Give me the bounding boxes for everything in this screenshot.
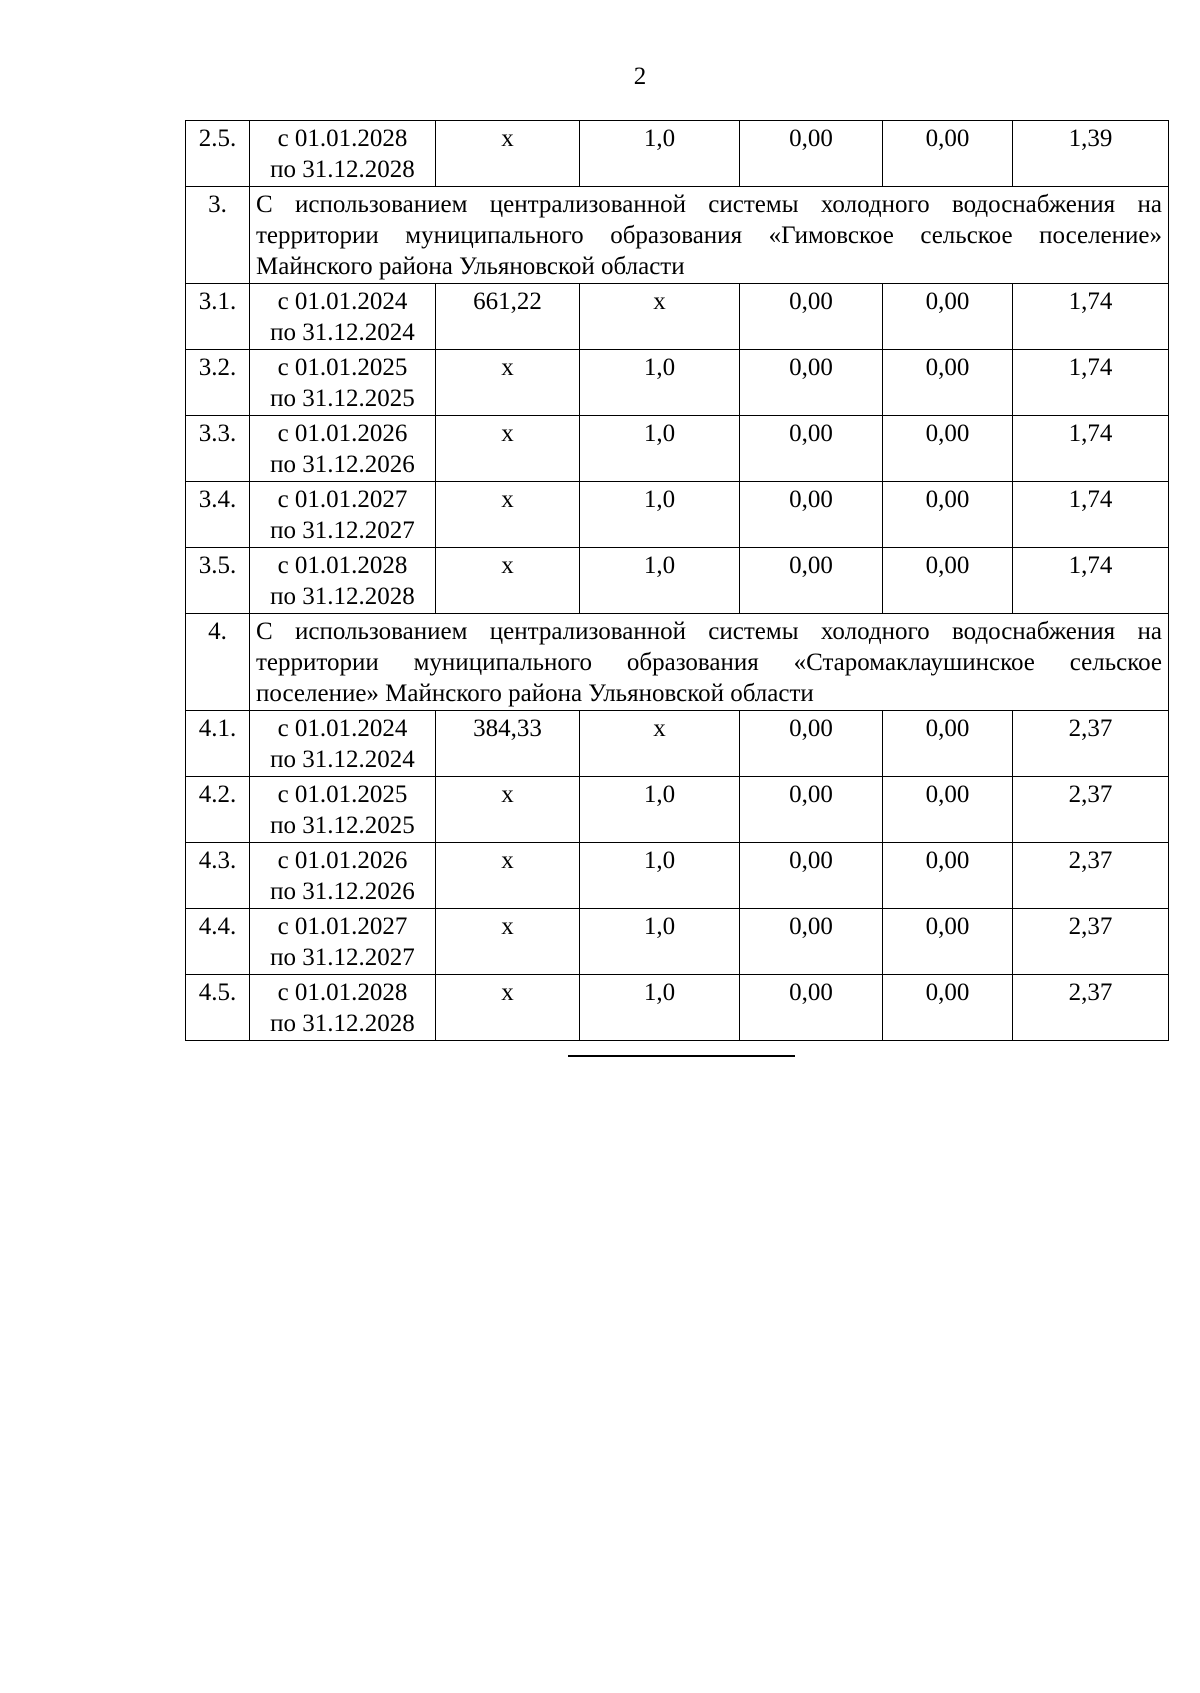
- table-row: [186, 548, 1169, 614]
- period-start: с 01.01.2025: [277, 354, 408, 381]
- row-number: 4.3.: [186, 843, 250, 909]
- table-body: [186, 121, 1169, 1041]
- period-cell: [250, 284, 436, 350]
- table-row: [186, 777, 1169, 843]
- value-cell-c4: x: [580, 284, 740, 350]
- section-title: С использованием централизованной системы холодного водоснабжения на территории муниципального образования «Старомаклаушинское сельское поселение» Майнского района Ульяновской области: [250, 614, 1169, 711]
- value-cell-c7: 1,74: [1013, 416, 1169, 482]
- period-end: по 31.12.2026: [270, 451, 415, 478]
- period-start: с 01.01.2024: [277, 288, 408, 315]
- value-cell-c4: 1,0: [580, 121, 740, 187]
- value-cell-c7: 1,74: [1013, 482, 1169, 548]
- value-cell-c6: 0,00: [883, 843, 1013, 909]
- period-cell: [250, 843, 436, 909]
- row-number: 4.2.: [186, 777, 250, 843]
- value-cell-c6: 0,00: [883, 416, 1013, 482]
- row-number: 3.1.: [186, 284, 250, 350]
- value-cell-c4: x: [580, 711, 740, 777]
- period-end: по 31.12.2024: [270, 319, 415, 346]
- value-cell-c5: 0,00: [740, 284, 883, 350]
- table-row: [186, 975, 1169, 1041]
- value-cell-c7: 2,37: [1013, 975, 1169, 1041]
- period-cell: [250, 711, 436, 777]
- value-cell-c6: 0,00: [883, 975, 1013, 1041]
- value-cell-c4: 1,0: [580, 909, 740, 975]
- value-cell-c5: 0,00: [740, 711, 883, 777]
- section-number: 4.: [186, 614, 250, 711]
- value-cell-c3: x: [436, 909, 580, 975]
- section-row: [186, 187, 1169, 284]
- value-cell-c7: 1,74: [1013, 284, 1169, 350]
- row-number: 3.2.: [186, 350, 250, 416]
- row-number: 3.5.: [186, 548, 250, 614]
- value-cell-c4: 1,0: [580, 548, 740, 614]
- value-cell-c3: x: [436, 416, 580, 482]
- value-cell-c6: 0,00: [883, 777, 1013, 843]
- value-cell-c5: 0,00: [740, 777, 883, 843]
- value-cell-c7: 2,37: [1013, 909, 1169, 975]
- page-number: 2: [633, 63, 647, 90]
- period-start: с 01.01.2026: [277, 420, 408, 447]
- table-row: [186, 482, 1169, 548]
- row-number: 3.3.: [186, 416, 250, 482]
- value-cell-c3: x: [436, 548, 580, 614]
- value-cell-c7: 1,39: [1013, 121, 1169, 187]
- value-cell-c6: 0,00: [883, 121, 1013, 187]
- closing-rule: [568, 1055, 795, 1057]
- period-start: с 01.01.2028: [277, 125, 408, 152]
- period-end: по 31.12.2026: [270, 878, 415, 905]
- table-row: [186, 909, 1169, 975]
- value-cell-c4: 1,0: [580, 777, 740, 843]
- value-cell-c5: 0,00: [740, 909, 883, 975]
- period-end: по 31.12.2024: [270, 746, 415, 773]
- value-cell-c7: 1,74: [1013, 548, 1169, 614]
- value-cell-c5: 0,00: [740, 975, 883, 1041]
- period-start: с 01.01.2028: [277, 979, 408, 1006]
- table-row: [186, 284, 1169, 350]
- period-end: по 31.12.2027: [270, 517, 415, 544]
- value-cell-c3: 384,33: [436, 711, 580, 777]
- value-cell-c3: x: [436, 843, 580, 909]
- value-cell-c6: 0,00: [883, 482, 1013, 548]
- row-number: 3.4.: [186, 482, 250, 548]
- value-cell-c5: 0,00: [740, 548, 883, 614]
- period-end: по 31.12.2025: [270, 812, 415, 839]
- value-cell-c6: 0,00: [883, 711, 1013, 777]
- period-cell: [250, 777, 436, 843]
- value-cell-c7: 2,37: [1013, 777, 1169, 843]
- row-number: 4.4.: [186, 909, 250, 975]
- value-cell-c3: x: [436, 350, 580, 416]
- period-start: с 01.01.2027: [277, 913, 408, 940]
- value-cell-c6: 0,00: [883, 548, 1013, 614]
- period-start: с 01.01.2027: [277, 486, 408, 513]
- period-end: по 31.12.2027: [270, 944, 415, 971]
- value-cell-c5: 0,00: [740, 350, 883, 416]
- row-number: 4.5.: [186, 975, 250, 1041]
- value-cell-c3: x: [436, 777, 580, 843]
- value-cell-c3: x: [436, 975, 580, 1041]
- value-cell-c5: 0,00: [740, 416, 883, 482]
- value-cell-c4: 1,0: [580, 482, 740, 548]
- value-cell-c3: x: [436, 121, 580, 187]
- tariff-table: [185, 120, 1169, 1041]
- value-cell-c3: x: [436, 482, 580, 548]
- value-cell-c5: 0,00: [740, 482, 883, 548]
- period-end: по 31.12.2028: [270, 583, 415, 610]
- value-cell-c6: 0,00: [883, 909, 1013, 975]
- table-row: [186, 843, 1169, 909]
- section-title: С использованием централизованной системы холодного водоснабжения на территории муниципального образования «Гимовское сельское поселение» Майнского района Ульяновской области: [250, 187, 1169, 284]
- value-cell-c7: 2,37: [1013, 711, 1169, 777]
- period-start: с 01.01.2024: [277, 715, 408, 742]
- value-cell-c4: 1,0: [580, 843, 740, 909]
- period-end: по 31.12.2028: [270, 156, 415, 183]
- row-number: 4.1.: [186, 711, 250, 777]
- period-cell: [250, 975, 436, 1041]
- value-cell-c3: 661,22: [436, 284, 580, 350]
- period-end: по 31.12.2025: [270, 385, 415, 412]
- period-cell: [250, 350, 436, 416]
- table-row: [186, 121, 1169, 187]
- value-cell-c7: 2,37: [1013, 843, 1169, 909]
- value-cell-c7: 1,74: [1013, 350, 1169, 416]
- table-row: [186, 416, 1169, 482]
- value-cell-c4: 1,0: [580, 350, 740, 416]
- section-number: 3.: [186, 187, 250, 284]
- period-end: по 31.12.2028: [270, 1010, 415, 1037]
- period-start: с 01.01.2026: [277, 847, 408, 874]
- period-cell: [250, 416, 436, 482]
- period-start: с 01.01.2025: [277, 781, 408, 808]
- period-cell: [250, 548, 436, 614]
- table-row: [186, 711, 1169, 777]
- row-number: 2.5.: [186, 121, 250, 187]
- value-cell-c6: 0,00: [883, 284, 1013, 350]
- value-cell-c5: 0,00: [740, 121, 883, 187]
- period-cell: [250, 482, 436, 548]
- value-cell-c6: 0,00: [883, 350, 1013, 416]
- value-cell-c5: 0,00: [740, 843, 883, 909]
- value-cell-c4: 1,0: [580, 416, 740, 482]
- value-cell-c4: 1,0: [580, 975, 740, 1041]
- period-cell: [250, 909, 436, 975]
- period-start: с 01.01.2028: [277, 552, 408, 579]
- table-row: [186, 350, 1169, 416]
- section-row: [186, 614, 1169, 711]
- period-cell: [250, 121, 436, 187]
